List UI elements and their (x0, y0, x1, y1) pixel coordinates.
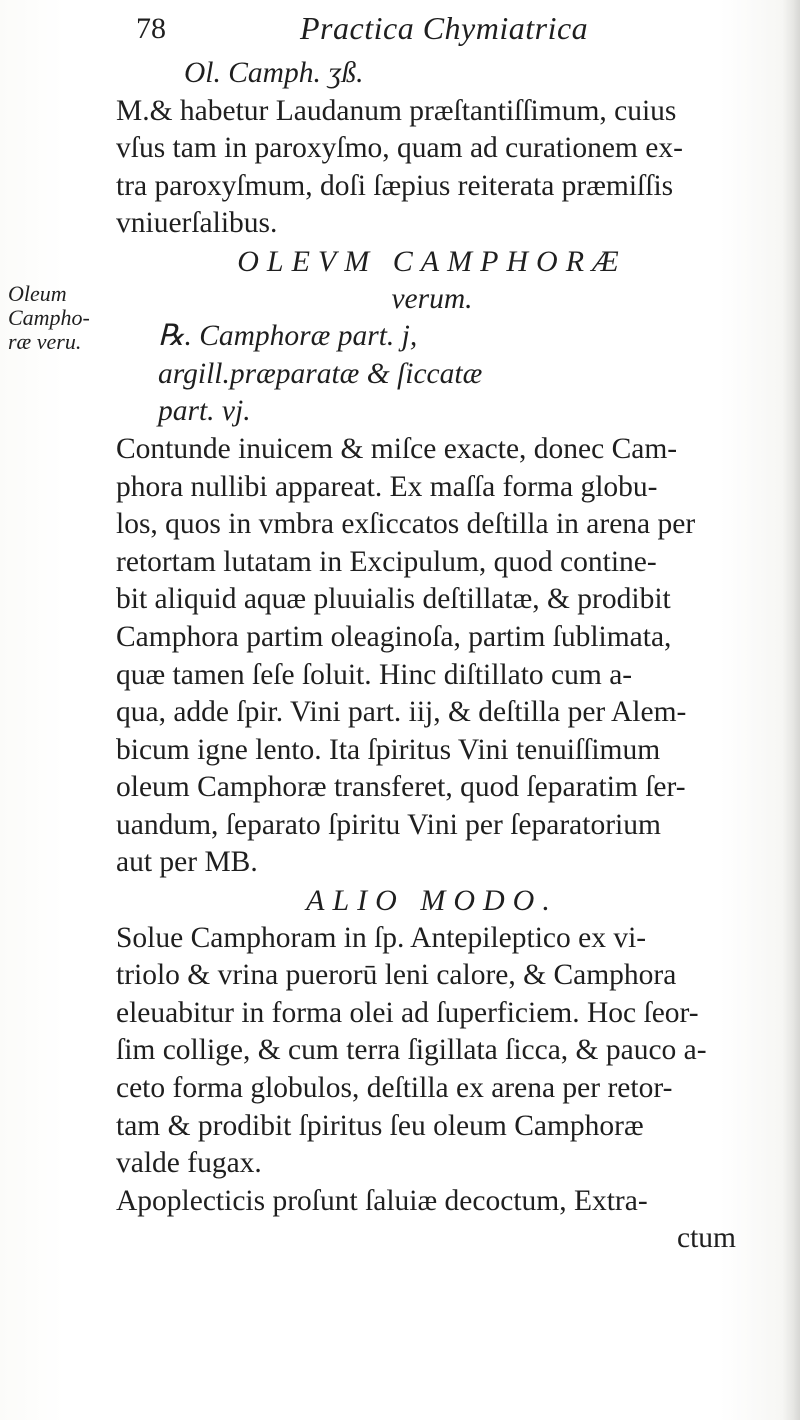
text-line: Solue Camphoram in ſp. Antepileptico ex vi- (116, 921, 647, 954)
running-title: Practica Chymiatrica (300, 10, 589, 46)
text-line: valde fugax. (116, 1147, 262, 1180)
section-subheading: verum. (391, 282, 473, 315)
text-line: oleum Camphoræ transferet, quod ſeparatim ſer- (116, 771, 686, 804)
marginal-line: Oleum (8, 281, 67, 306)
body-text (116, 55, 748, 1258)
catchword: ctum (677, 1222, 736, 1255)
text-line: M.& habetur Laudanum præſtantiſſimum, cuius (116, 94, 677, 127)
text-line: qua, adde ſpir. Vini part. iij, & deſtilla per Alem- (116, 696, 687, 729)
text-line: triolo & vrina puerorū leni calore, & Camphora (116, 959, 677, 992)
marginal-line: ræ veru. (8, 329, 82, 354)
section-heading: ALIO MODO. (306, 884, 558, 918)
text-line: Apoplecticis proſunt ſaluiæ decoctum, Extra- (116, 1184, 648, 1217)
marginal-line: Campho- (8, 305, 90, 330)
text-line: aut per MB. (116, 846, 258, 879)
text-line: quæ tamen ſeſe ſoluit. Hinc diſtillato cum a- (116, 658, 633, 691)
text-line: ſim collige, & cum terra ſigillata ſicca, & pauco a- (116, 1034, 707, 1067)
text-line: bicum igne lento. Ita ſpiritus Vini tenuiſſimum (116, 733, 661, 766)
text-line: vſus tam in paroxyſmo, quam ad curationem ex- (116, 132, 683, 165)
section-heading: OLEVM CAMPHORÆ (237, 244, 627, 278)
text-line: bit aliquid aquæ pluuialis deſtillatæ, & prodibit (116, 583, 671, 616)
recipe-line: ℞. Camphoræ part. j, (158, 320, 418, 353)
page-number: 78 (136, 12, 166, 45)
text-line: uandum, ſeparato ſpiritu Vini per ſeparatorium (116, 808, 661, 841)
recipe-line: argill.præparatæ & ſiccatæ (158, 357, 483, 390)
text-line: retortam lutatam in Excipulum, quod contine- (116, 545, 657, 578)
text-line: tra paroxyſmum, doſi ſæpius reiterata præmiſſis (116, 169, 674, 202)
recipe-line: part. vj. (158, 395, 251, 428)
text-line: vniuerſalibus. (116, 207, 278, 240)
text-line: los, quos in vmbra exſiccatos deſtilla in arena per (116, 508, 696, 541)
text-line: phora nullibi appareat. Ex maſſa forma globu- (116, 470, 658, 503)
recipe-line: Ol. Camph. ʒß. (184, 57, 364, 89)
text-line: Camphora partim oleaginoſa, partim ſublimata, (116, 620, 672, 653)
page-header (0, 8, 800, 52)
marginal-note (8, 282, 108, 354)
text-line: ceto forma globulos, deſtilla ex arena per retor- (116, 1072, 673, 1105)
page-edge-shadow (782, 0, 800, 1420)
text-line: tam & prodibit ſpiritus ſeu oleum Camphoræ (116, 1109, 644, 1142)
text-line: eleuabitur in forma olei ad ſuperficiem. Hoc ſeor- (116, 996, 699, 1029)
text-line: Contunde inuicem & miſce exacte, donec Cam- (116, 432, 678, 465)
